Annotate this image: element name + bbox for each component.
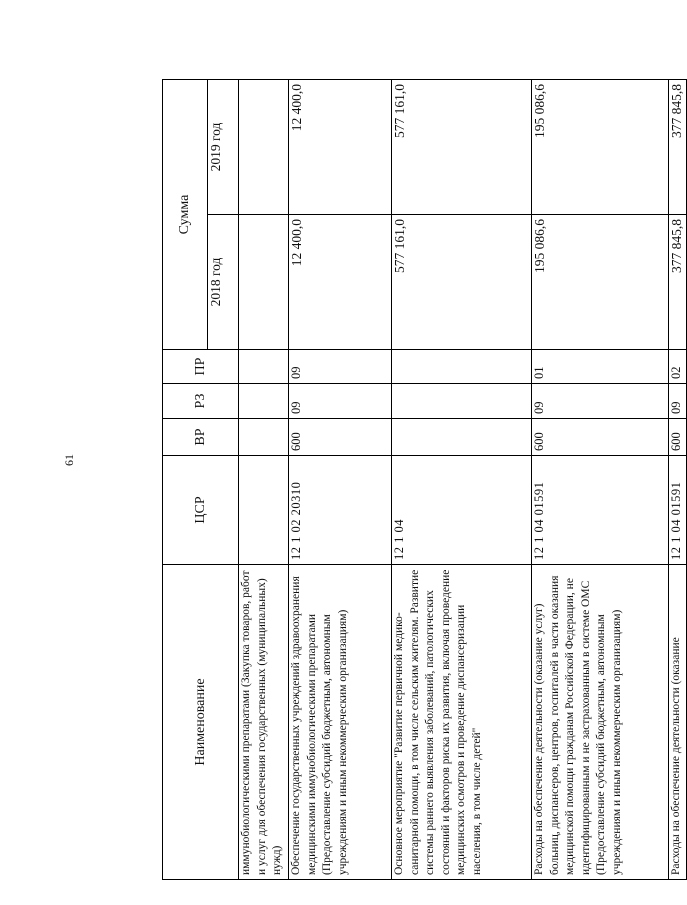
cell-rz: [239, 384, 289, 419]
cell-2019: [239, 80, 289, 215]
cell-pr: [392, 350, 532, 384]
cell-2018: [239, 215, 289, 350]
cell-2019: 195 086,6: [532, 80, 669, 215]
table-row: [669, 80, 687, 880]
cell-2019: 377 845,8: [669, 80, 687, 215]
header-name: Наименование: [163, 565, 239, 880]
table-row: [392, 80, 532, 880]
cell-pr: 09: [289, 350, 392, 384]
cell-vr: [239, 419, 289, 456]
header-csr: ЦСР: [163, 456, 239, 565]
budget-table: [162, 79, 687, 880]
cell-rz: 09: [289, 384, 392, 419]
cell-vr: [392, 419, 532, 456]
cell-vr: 600: [669, 419, 687, 456]
cell-name: Основное мероприятие "Развитие первичной медико-санитарной помощи, в том числе сельским жителям. Развитие системы раннего выявления заболеваний, патологических состояний и факторов риска их развития, включая проведение медицинских осмотров и проведение диспансеризации населения, в том числе детей": [392, 565, 532, 880]
table-row: [289, 80, 392, 880]
header-pr: ПР: [163, 350, 239, 384]
header-row: [163, 80, 208, 880]
cell-2018: 377 845,8: [669, 215, 687, 350]
cell-pr: [239, 350, 289, 384]
cell-csr: 12 1 04 01591: [669, 456, 687, 565]
cell-rz: 09: [669, 384, 687, 419]
cell-2018: 577 161,0: [392, 215, 532, 350]
cell-name: Расходы на обеспечение деятельности (оказание услуг) больниц, диспансеров, центров, госпиталей в части оказания медицинской помощи гражданам Российской Федерации, не идентифицированным и не застрахованным в системе ОМС (Предоставление субсидий бюджетным, автономным учреждениям и иным некоммерческим организациям): [532, 565, 669, 880]
cell-vr: 600: [289, 419, 392, 456]
cell-2018: 12 400,0: [289, 215, 392, 350]
header-rz: РЗ: [163, 384, 239, 419]
cell-csr: 12 1 04 01591: [532, 456, 669, 565]
cell-2019: 12 400,0: [289, 80, 392, 215]
cell-rz: 09: [532, 384, 669, 419]
cell-csr: 12 1 04: [392, 456, 532, 565]
cell-name: иммунобиологическими препаратами (Закупка товаров, работ и услуг для обеспечения государственных (муниципальных) нужд): [239, 565, 289, 880]
cell-2019: 577 161,0: [392, 80, 532, 215]
cell-2018: 195 086,6: [532, 215, 669, 350]
cell-pr: 01: [532, 350, 669, 384]
table-row: [239, 80, 289, 880]
header-year-2019: 2019 год: [208, 80, 239, 215]
page-number: 61: [62, 454, 76, 466]
cell-name: Расходы на обеспечение деятельности (оказание: [669, 565, 687, 880]
cell-name: Обеспечение государственных учреждений здравоохранения медицинскими иммунобиологическими препаратами (Предоставление субсидий бюджетным, автономным учреждениям и иным некоммерческим организациям): [289, 565, 392, 880]
header-vr: ВР: [163, 419, 239, 456]
cell-csr: 12 1 02 20310: [289, 456, 392, 565]
cell-vr: 600: [532, 419, 669, 456]
cell-pr: 02: [669, 350, 687, 384]
cell-csr: [239, 456, 289, 565]
cell-rz: [392, 384, 532, 419]
table-row: [532, 80, 669, 880]
header-year-2018: 2018 год: [208, 215, 239, 350]
rotated-page: [162, 80, 684, 880]
header-sum: Сумма: [163, 80, 208, 350]
